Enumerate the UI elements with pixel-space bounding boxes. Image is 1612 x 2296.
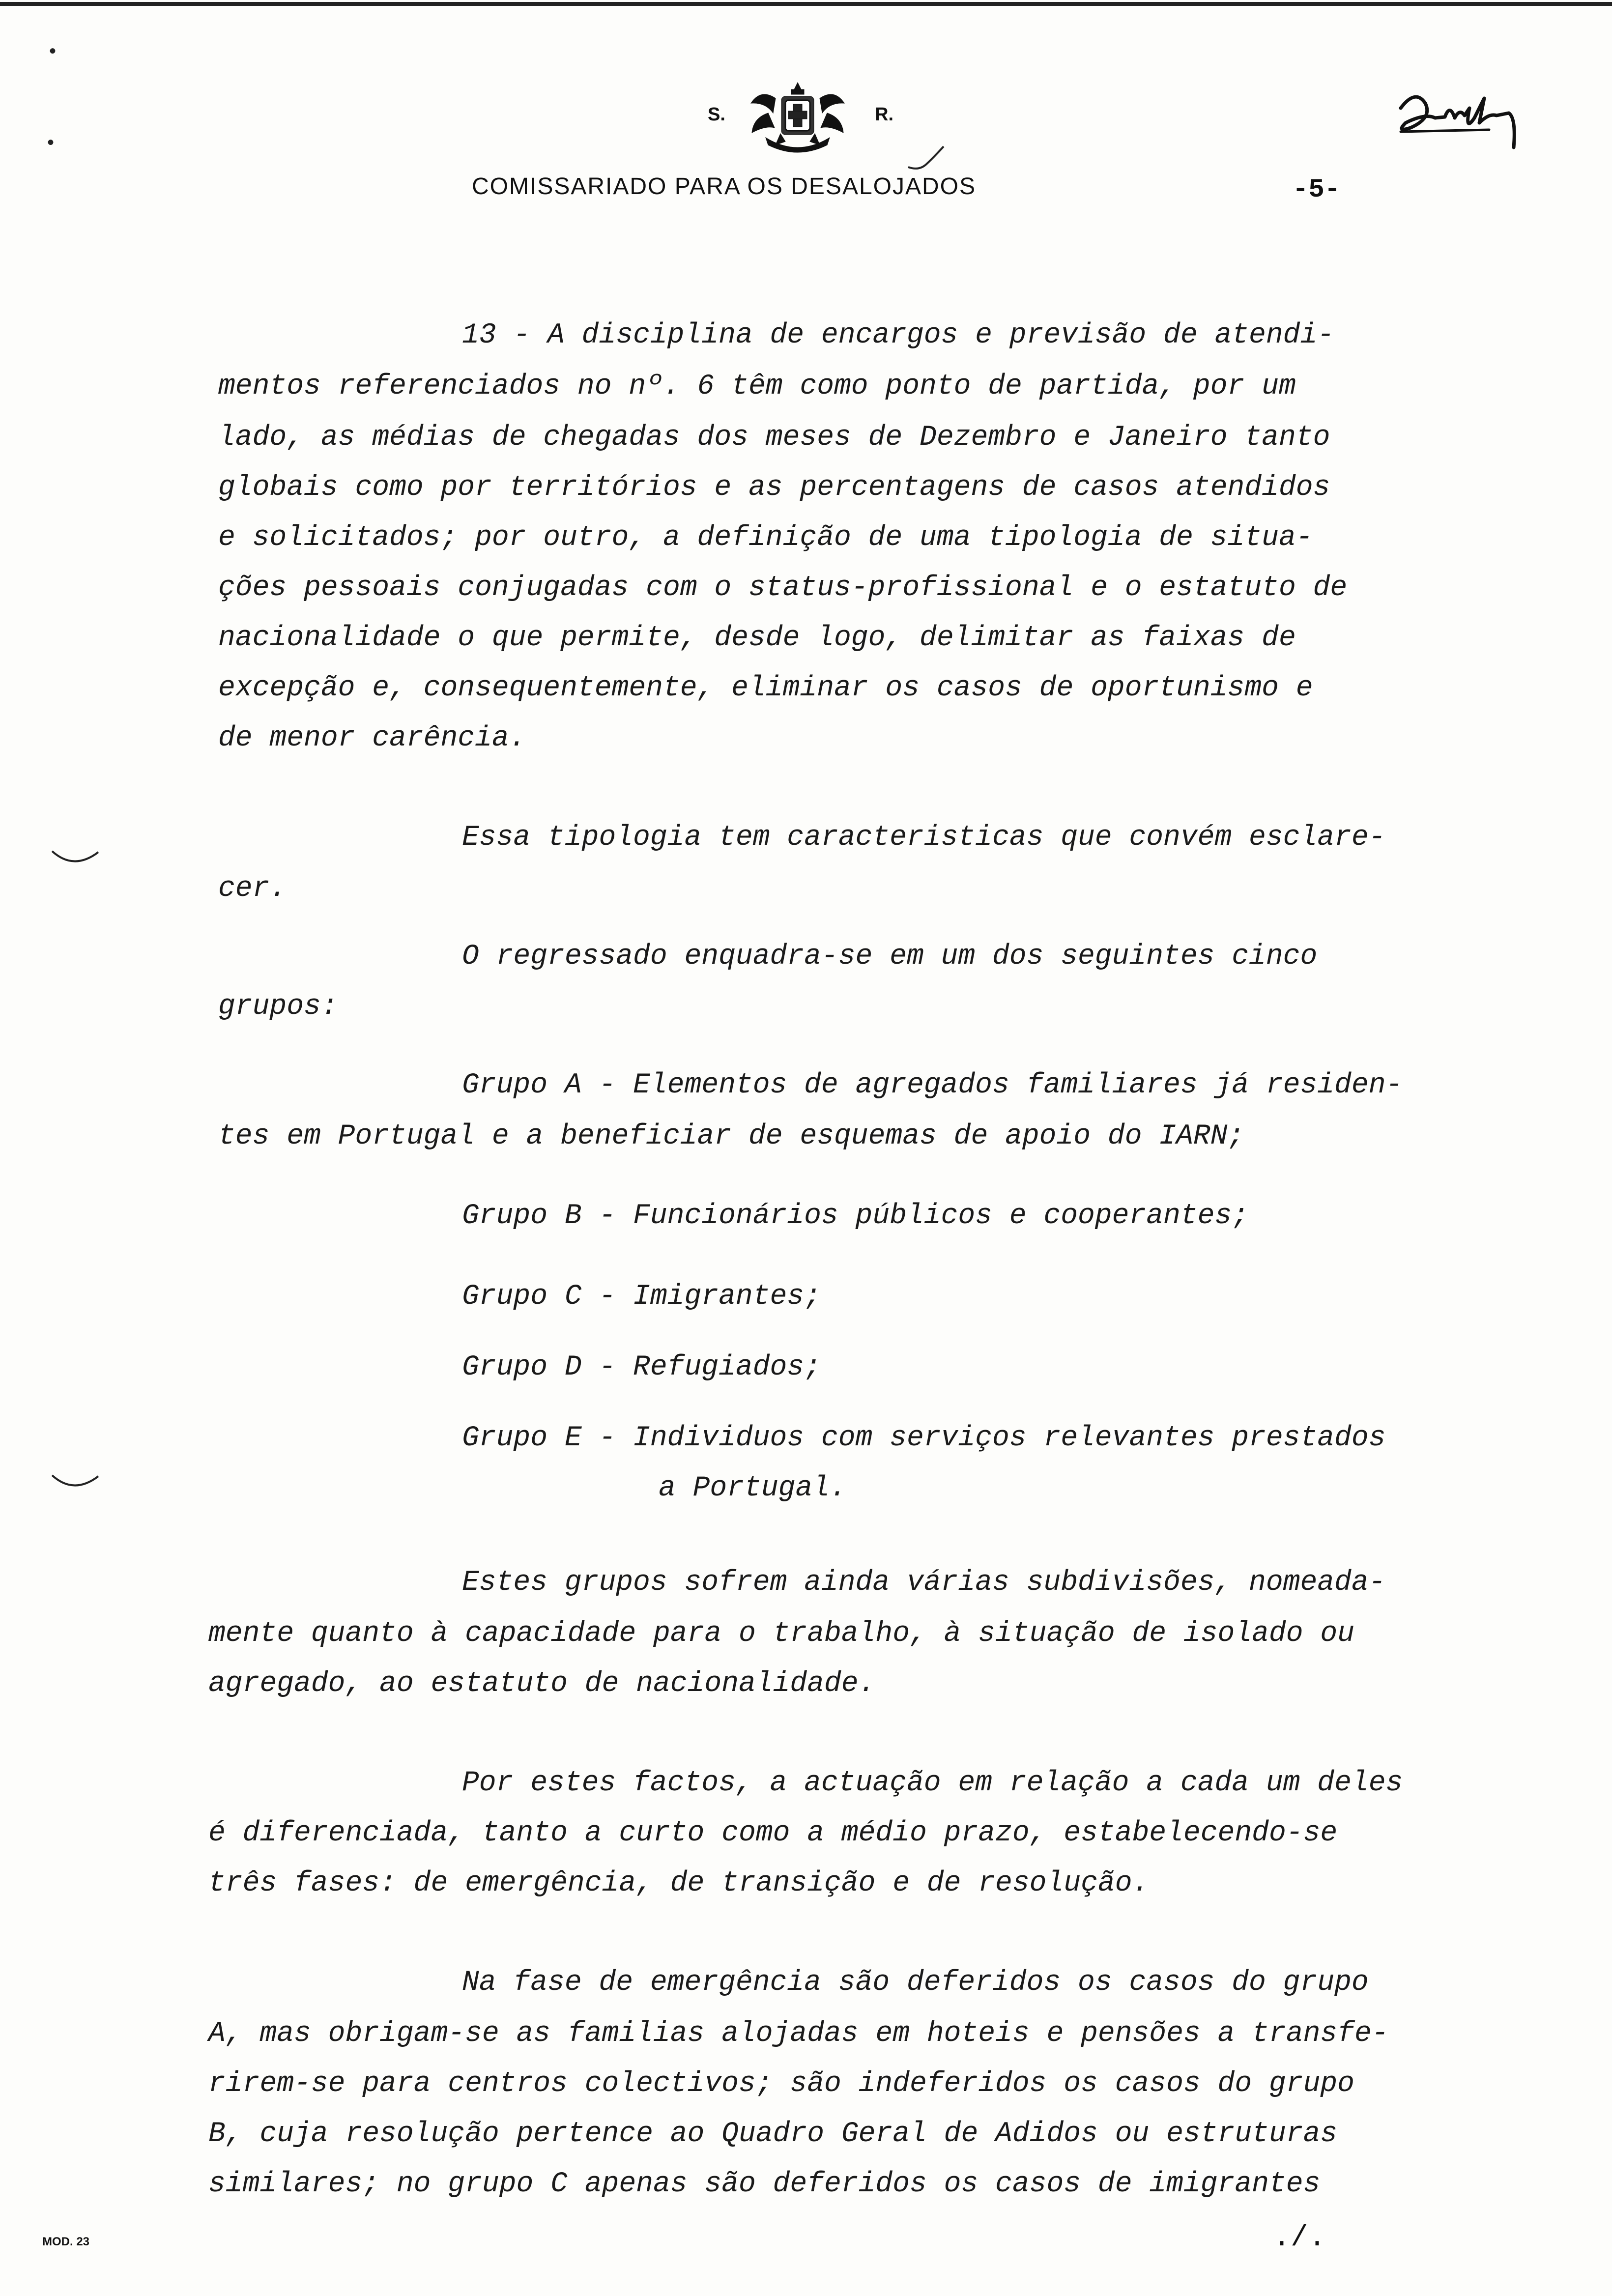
paragraph-line: globais como por territórios e as percentagens de casos atendidos — [218, 472, 1330, 504]
paragraph-line: similares; no grupo C apenas são deferidos os casos de imigrantes — [208, 2168, 1321, 2200]
paragraph-line: B, cuja resolução pertence ao Quadro Geral de Adidos ou estruturas — [208, 2118, 1338, 2150]
paragraph-line: de menor carência. — [218, 722, 526, 754]
top-border-line — [0, 2, 1612, 6]
header-right-letter: R. — [875, 104, 893, 125]
group-item-line: Grupo B - Funcionários públicos e cooperantes; — [462, 1200, 1249, 1232]
paragraph-line: excepção e, consequentemente, eliminar os casos de oportunismo e — [218, 672, 1313, 704]
paragraph-line: mentos referenciados no nº. 6 têm como ponto de partida, por um — [218, 371, 1296, 402]
paragraph-line: três fases: de emergência, de transição e de resolução. — [208, 1867, 1150, 1899]
paragraph-line: Por estes factos, a actuação em relação a cada um deles — [462, 1767, 1403, 1799]
paragraph-line: 13 - A disciplina de encargos e previsão de atendi- — [462, 319, 1335, 351]
group-item-line: Grupo D - Refugiados; — [462, 1351, 821, 1383]
paragraph-line: rirem-se para centros colectivos; são indeferidos os casos do grupo — [208, 2068, 1354, 2100]
group-item-line: a Portugal. — [659, 1472, 847, 1504]
margin-curve-mark — [49, 845, 103, 875]
group-item-line: Grupo A - Elementos de agregados familiares já residen- — [462, 1069, 1403, 1101]
paragraph-line: O regressado enquadra-se em um dos seguintes cinco — [462, 941, 1318, 973]
margin-dot: • — [49, 40, 57, 62]
paragraph-line: Na fase de emergência são deferidos os casos do grupo — [462, 1967, 1369, 1999]
group-item-line: tes em Portugal e a beneficiar de esquemas de apoio do IARN; — [218, 1120, 1245, 1152]
paragraph-line: lado, as médias de chegadas dos meses de Dezembro e Janeiro tanto — [218, 422, 1330, 454]
signature-icon — [1391, 88, 1528, 172]
margin-curve-mark — [49, 1469, 103, 1499]
header-title: COMISSARIADO PARA OS DESALOJADOS — [472, 173, 977, 200]
page-number: -5- — [1293, 175, 1341, 205]
paragraph-line: e solicitados; por outro, a definição de uma tipologia de situa- — [218, 522, 1313, 554]
coat-of-arms-icon — [746, 79, 849, 157]
group-item-line: Grupo E - Individuos com serviços relevantes prestados — [462, 1422, 1386, 1454]
paragraph-line: cer. — [218, 873, 287, 905]
paragraph-line: ções pessoais conjugadas com o status-profissional e o estatuto de — [218, 572, 1348, 604]
group-item-line: Grupo C - Imigrantes; — [462, 1281, 821, 1313]
paragraph-line: é diferenciada, tanto a curto como a médio prazo, estabelecendo-se — [208, 1817, 1338, 1849]
paragraph-line: nacionalidade o que permite, desde logo, delimitar as faixas de — [218, 622, 1296, 654]
paragraph-line: grupos: — [218, 991, 338, 1023]
margin-dot: • — [47, 132, 55, 153]
header-left-letter: S. — [708, 104, 725, 125]
paragraph-line: Essa tipologia tem caracteristicas que convém esclare- — [462, 822, 1386, 854]
paragraph-line: mente quanto à capacidade para o trabalho, à situação de isolado ou — [208, 1618, 1354, 1650]
continuation-mark: ./. — [1273, 2221, 1326, 2255]
paragraph-line: agregado, ao estatuto de nacionalidade. — [208, 1668, 876, 1700]
form-code: MOD. 23 — [42, 2235, 90, 2248]
pen-tick-mark — [904, 143, 949, 177]
paragraph-line: A, mas obrigam-se as familias alojadas em hoteis e pensões a transfe- — [208, 2018, 1389, 2050]
paragraph-line: Estes grupos sofrem ainda várias subdivisões, nomeada- — [462, 1567, 1386, 1599]
